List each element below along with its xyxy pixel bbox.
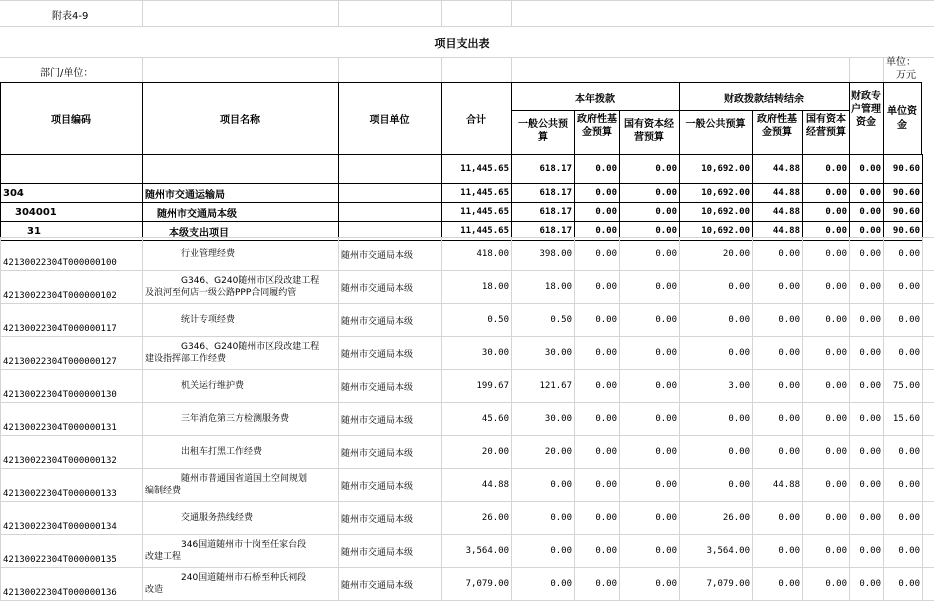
project-unit: 随州市交通局本级 [339,502,442,535]
project-value: 45.60 [442,403,512,436]
project-value: 0.00 [620,469,680,502]
project-name [143,238,339,271]
project-value: 0.00 [884,436,923,469]
project-value: 0.00 [803,502,850,535]
project-value: 0.00 [884,535,923,568]
project-name-line1: 行业管理经费 [145,248,336,260]
project-code: 42130022304T000000136 [1,568,143,601]
summary-value: 618.17 [512,203,575,222]
summary-value: 0.00 [850,203,884,222]
project-value: 0.00 [575,436,620,469]
table-row [1,568,934,601]
summary-value: 11,445.65 [442,184,512,203]
header-co-gov-fund: 政府性基金预算 [754,113,800,139]
summary-value: 0.00 [803,155,850,184]
summary-unit [339,155,442,184]
table-row [1,304,934,337]
project-name [143,370,339,403]
project-value: 0.00 [803,238,850,271]
project-value: 0.00 [884,502,923,535]
summary-table [0,154,923,241]
project-value: 3.00 [680,370,753,403]
header-unit: 项目单位 [338,111,441,126]
project-value: 0.00 [803,568,850,601]
project-name [143,469,339,502]
header-co-state-capital: 国有资本经营预算 [804,113,848,139]
project-code: 42130022304T000000131 [1,403,143,436]
project-value: 0.00 [512,469,575,502]
project-code: 42130022304T000000135 [1,535,143,568]
project-unit: 随州市交通局本级 [339,271,442,304]
project-unit: 随州市交通局本级 [339,469,442,502]
header-cy-gov-fund: 政府性基金预算 [576,113,618,139]
project-value: 0.00 [884,469,923,502]
summary-value: 44.88 [753,222,803,241]
project-value: 0.00 [884,238,923,271]
project-value: 418.00 [442,238,512,271]
table-row [1,535,934,568]
project-value: 0.00 [753,403,803,436]
summary-value: 90.60 [884,184,923,203]
trailing-cell [923,568,934,601]
project-value: 0.00 [620,337,680,370]
summary-value: 10,692.00 [680,184,753,203]
project-name-line1: G346、G240随州市区段改建工程 [145,341,336,353]
summary-value: 10,692.00 [680,155,753,184]
trailing-cell [923,271,934,304]
summary-value: 618.17 [512,155,575,184]
project-value: 0.00 [512,502,575,535]
project-value: 0.00 [680,469,753,502]
header-co-general: 一般公共预算 [681,118,750,131]
project-value: 0.00 [620,370,680,403]
project-name-line1: 统计专项经费 [145,314,336,326]
project-value: 0.00 [620,238,680,271]
header-cy-general: 一般公共预算 [514,118,572,144]
project-value: 30.00 [442,337,512,370]
summary-value: 0.00 [803,222,850,241]
project-name-line1: 240国道随州市石桥至种氏祠段 [145,572,336,584]
project-value: 199.67 [442,370,512,403]
project-unit: 随州市交通局本级 [339,304,442,337]
project-value: 0.00 [512,535,575,568]
project-code: 42130022304T000000133 [1,469,143,502]
unit-label: 单位：万元 [884,56,916,82]
trailing-cell [923,535,934,568]
summary-value: 11,445.65 [442,203,512,222]
table-row [1,502,934,535]
project-value: 0.00 [575,304,620,337]
project-value: 30.00 [512,337,575,370]
project-value: 0.50 [512,304,575,337]
project-value: 0.00 [803,436,850,469]
summary-value: 0.00 [850,222,884,241]
project-unit: 随州市交通局本级 [339,535,442,568]
table-row [1,238,934,271]
project-value: 0.00 [884,271,923,304]
appendix-label: 附表4-9 [52,7,88,22]
summary-value: 44.88 [753,184,803,203]
project-value: 0.00 [680,304,753,337]
project-value: 44.88 [753,469,803,502]
project-value: 0.00 [620,304,680,337]
summary-value: 618.17 [512,222,575,241]
project-unit: 随州市交通局本级 [339,238,442,271]
project-value: 0.00 [753,304,803,337]
summary-value: 10,692.00 [680,203,753,222]
summary-value: 0.00 [620,203,680,222]
project-value: 44.88 [442,469,512,502]
project-code: 42130022304T000000127 [1,337,143,370]
project-value: 18.00 [512,271,575,304]
summary-code: 304 [1,184,143,203]
project-code: 42130022304T000000117 [1,304,143,337]
summary-value: 10,692.00 [680,222,753,241]
project-value: 3,564.00 [680,535,753,568]
summary-name: 本级支出项目 [143,222,339,241]
project-name [143,568,339,601]
project-code: 42130022304T000000134 [1,502,143,535]
summary-value: 44.88 [753,155,803,184]
project-value: 0.00 [803,271,850,304]
project-code: 42130022304T000000132 [1,436,143,469]
project-value: 0.00 [575,370,620,403]
summary-value: 0.00 [850,184,884,203]
project-value: 0.00 [850,568,884,601]
project-value: 75.00 [884,370,923,403]
project-name-line2: 编制经费 [145,485,336,497]
project-value: 0.00 [620,403,680,436]
project-value: 0.00 [803,370,850,403]
trailing-cell [923,403,934,436]
table-row [1,271,934,304]
report-title: 项目支出表 [342,35,582,51]
project-name-line1: 交通服务热线经费 [145,512,336,524]
summary-value: 90.60 [884,222,923,241]
project-value: 0.00 [803,535,850,568]
trailing-cell [923,370,934,403]
summary-name [143,155,339,184]
detail-table [0,237,934,601]
project-unit: 随州市交通局本级 [339,568,442,601]
project-value: 0.00 [680,403,753,436]
project-value: 0.00 [803,403,850,436]
trailing-cell [923,469,934,502]
project-value: 0.00 [803,337,850,370]
project-name-line1: 出租车打黑工作经费 [145,446,336,458]
project-name-line1: 机关运行维护费 [145,380,336,392]
project-value: 0.00 [850,535,884,568]
project-name-line1: G346、G240随州市区段改建工程 [145,275,336,287]
header-name: 项目名称 [142,111,338,126]
summary-value: 11,445.65 [442,155,512,184]
trailing-cell [923,337,934,370]
project-name-line2: 改造 [145,584,336,596]
department-label: 部门/单位： [40,64,93,79]
project-code: 42130022304T000000102 [1,271,143,304]
summary-value: 0.00 [620,155,680,184]
project-name [143,502,339,535]
project-value: 0.00 [850,271,884,304]
project-name [143,337,339,370]
project-value: 0.00 [575,535,620,568]
table-row [1,469,934,502]
header-total: 合计 [441,111,511,126]
project-value: 7,079.00 [442,568,512,601]
project-value: 0.00 [680,271,753,304]
project-value: 0.00 [620,568,680,601]
header-current-year: 本年拨款 [511,90,679,105]
project-name-line2: 及浪河至何店一级公路PPP合同履约管 [145,287,336,299]
summary-value: 0.00 [803,184,850,203]
project-value: 26.00 [442,502,512,535]
project-value: 0.00 [803,304,850,337]
project-value: 20.00 [680,238,753,271]
project-value: 0.00 [680,436,753,469]
project-value: 0.00 [850,370,884,403]
project-value: 0.00 [575,403,620,436]
summary-code [1,155,143,184]
summary-value: 0.00 [850,155,884,184]
project-value: 0.00 [803,469,850,502]
trailing-cell [923,238,934,271]
project-value: 0.00 [850,502,884,535]
summary-name: 随州市交通局本级 [143,203,339,222]
project-value: 0.00 [753,436,803,469]
trailing-cell [923,304,934,337]
header-special: 财政专户管理资金 [851,90,881,129]
project-name [143,403,339,436]
project-value: 26.00 [680,502,753,535]
project-code: 42130022304T000000100 [1,238,143,271]
project-value: 3,564.00 [442,535,512,568]
summary-value: 90.60 [884,155,923,184]
summary-value: 0.00 [575,222,620,241]
project-value: 0.00 [575,502,620,535]
summary-value: 11,445.65 [442,222,512,241]
project-value: 20.00 [442,436,512,469]
project-value: 121.67 [512,370,575,403]
project-value: 0.00 [575,469,620,502]
table-row [1,370,934,403]
project-value: 0.00 [850,403,884,436]
project-code: 42130022304T000000130 [1,370,143,403]
project-value: 0.00 [620,271,680,304]
project-value: 0.00 [753,337,803,370]
summary-row [1,184,923,203]
project-value: 0.00 [884,337,923,370]
project-value: 0.00 [850,469,884,502]
project-value: 0.00 [753,370,803,403]
project-value: 0.00 [620,502,680,535]
summary-row [1,155,923,184]
project-value: 0.00 [753,238,803,271]
project-unit: 随州市交通局本级 [339,337,442,370]
summary-unit [339,203,442,222]
project-name [143,271,339,304]
project-value: 0.00 [575,271,620,304]
header-code: 项目编码 [0,111,142,126]
project-value: 0.00 [753,271,803,304]
summary-value: 0.00 [575,155,620,184]
project-value: 0.00 [884,568,923,601]
project-value: 15.60 [884,403,923,436]
project-value: 0.00 [512,568,575,601]
table-row [1,436,934,469]
table-row [1,403,934,436]
project-value: 0.00 [575,337,620,370]
summary-value: 0.00 [620,222,680,241]
project-value: 30.00 [512,403,575,436]
summary-code: 31 [1,222,143,241]
project-unit: 随州市交通局本级 [339,436,442,469]
trailing-cell [923,436,934,469]
project-name-line2: 建设指挥部工作经费 [145,353,336,365]
project-value: 398.00 [512,238,575,271]
project-name-line2: 改建工程 [145,551,336,563]
project-value: 0.00 [850,436,884,469]
trailing-cell [923,502,934,535]
summary-value: 44.88 [753,203,803,222]
project-value: 0.00 [884,304,923,337]
project-value: 0.00 [753,568,803,601]
project-name [143,535,339,568]
project-value: 0.50 [442,304,512,337]
project-value: 20.00 [512,436,575,469]
project-name-line1: 随州市普通国省道国土空间规划 [145,473,336,485]
project-value: 0.00 [753,535,803,568]
project-value: 0.00 [680,337,753,370]
summary-value: 90.60 [884,203,923,222]
summary-unit [339,184,442,203]
project-value: 7,079.00 [680,568,753,601]
project-unit: 随州市交通局本级 [339,403,442,436]
summary-row [1,203,923,222]
summary-value: 0.00 [575,184,620,203]
summary-value: 0.00 [575,203,620,222]
project-value: 0.00 [575,568,620,601]
header-self-funds: 单位资金 [885,105,919,133]
project-value: 0.00 [620,436,680,469]
summary-code: 304001 [1,203,143,222]
project-value: 0.00 [753,502,803,535]
project-value: 0.00 [850,304,884,337]
summary-value: 0.00 [803,203,850,222]
summary-value: 0.00 [620,184,680,203]
project-value: 0.00 [575,238,620,271]
project-value: 0.00 [850,238,884,271]
project-name-line1: 346国道随州市十岗至任家台段 [145,539,336,551]
project-value: 0.00 [850,337,884,370]
project-value: 18.00 [442,271,512,304]
header-cy-state-capital: 国有资本经营预算 [621,118,677,144]
summary-name: 随州市交通运输局 [143,184,339,203]
project-name [143,436,339,469]
table-row [1,337,934,370]
project-name [143,304,339,337]
project-unit: 随州市交通局本级 [339,370,442,403]
summary-value: 618.17 [512,184,575,203]
header-carryover: 财政拨款结转结余 [679,90,849,105]
project-name-line1: 三年消危第三方检测服务费 [145,413,336,425]
project-value: 0.00 [620,535,680,568]
